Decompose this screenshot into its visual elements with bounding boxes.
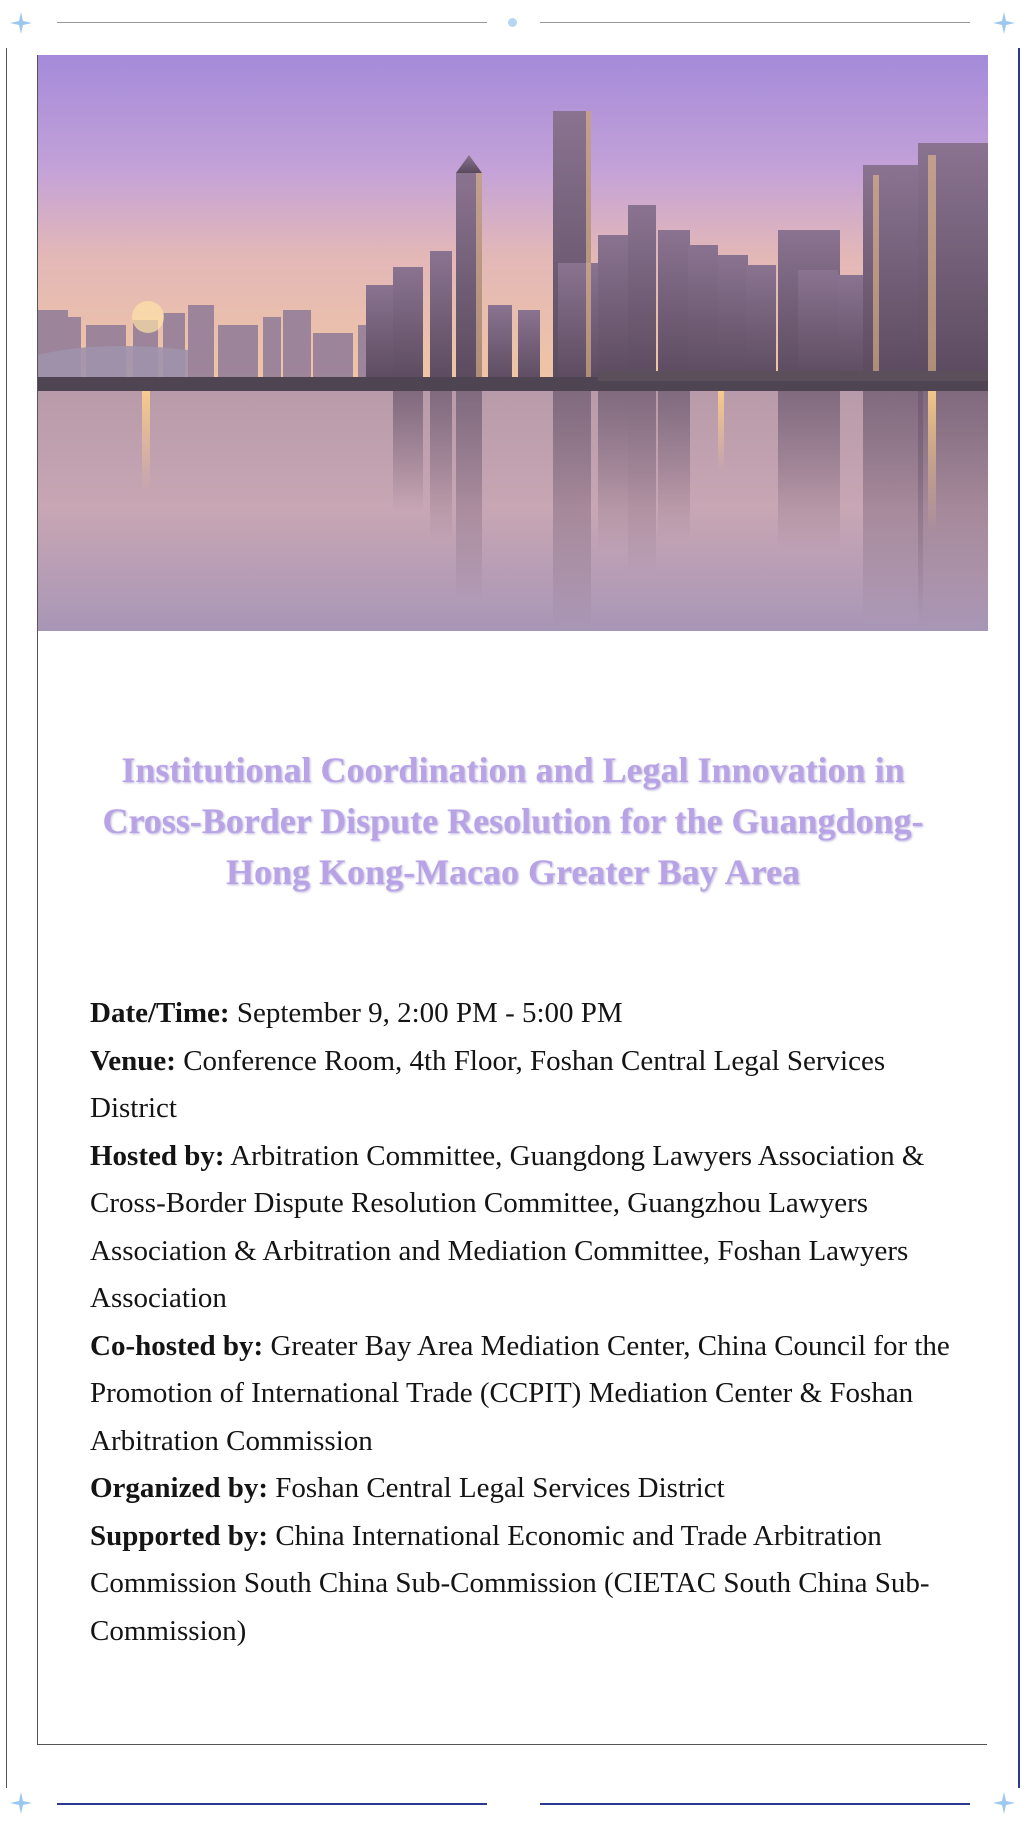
frame-bottom-line-right [540, 1803, 970, 1805]
sparkle-icon [993, 1792, 1015, 1814]
sparkle-icon [10, 12, 32, 34]
detail-label: Supported by: [90, 1519, 269, 1552]
detail-value: Arbitration Committee, Guangdong Lawyers Association & Cross-Border Dispute Resolution Committee, Guangzhou Lawyers Association & Arbitration and Mediation Committee, Foshan Lawyers Association [90, 1139, 925, 1314]
detail-label: Co-hosted by: [90, 1329, 264, 1362]
frame-top-dot [508, 18, 517, 27]
frame-left-line [6, 48, 7, 1788]
detail-label: Organized by: [90, 1472, 269, 1504]
sparkle-icon [10, 1792, 32, 1814]
event-title: Institutional Coordination and Legal Innovation in Cross-Border Dispute Resolution for the Guangdong-Hong Kong-Macao Greater Bay Area [102, 750, 924, 892]
detail-value: Greater Bay Area Mediation Center, China Council for the Promotion of International Trade (CCPIT) Mediation Center & Foshan Arbitration Commission [90, 1329, 950, 1457]
event-details-list [90, 990, 970, 1655]
detail-label: Hosted by: [90, 1139, 225, 1172]
hero-skyline-image [38, 55, 988, 631]
detail-organized-by [90, 1465, 970, 1513]
sparkle-icon [993, 12, 1015, 34]
frame-top-line-right [540, 22, 970, 23]
frame-right-line [1018, 48, 1020, 1788]
detail-label: Venue: [90, 1044, 176, 1077]
detail-value: Conference Room, 4th Floor, Foshan Central Legal Services District [90, 1044, 886, 1124]
detail-value: China International Economic and Trade Arbitration Commission South China Sub-Commission (CIETAC South China Sub-Commission) [90, 1519, 930, 1647]
detail-date-time [90, 990, 970, 1038]
detail-hosted-by [90, 1133, 970, 1323]
detail-value: Foshan Central Legal Services District [275, 1472, 725, 1504]
frame-top-line-left [57, 22, 487, 23]
detail-supported-by [90, 1513, 970, 1656]
detail-co-hosted-by [90, 1323, 970, 1466]
detail-value: September 9, 2:00 PM - 5:00 PM [236, 997, 623, 1029]
frame-bottom-line-left [57, 1803, 487, 1805]
detail-label: Date/Time: [90, 997, 230, 1029]
detail-venue [90, 1038, 970, 1133]
event-card [37, 55, 987, 1745]
